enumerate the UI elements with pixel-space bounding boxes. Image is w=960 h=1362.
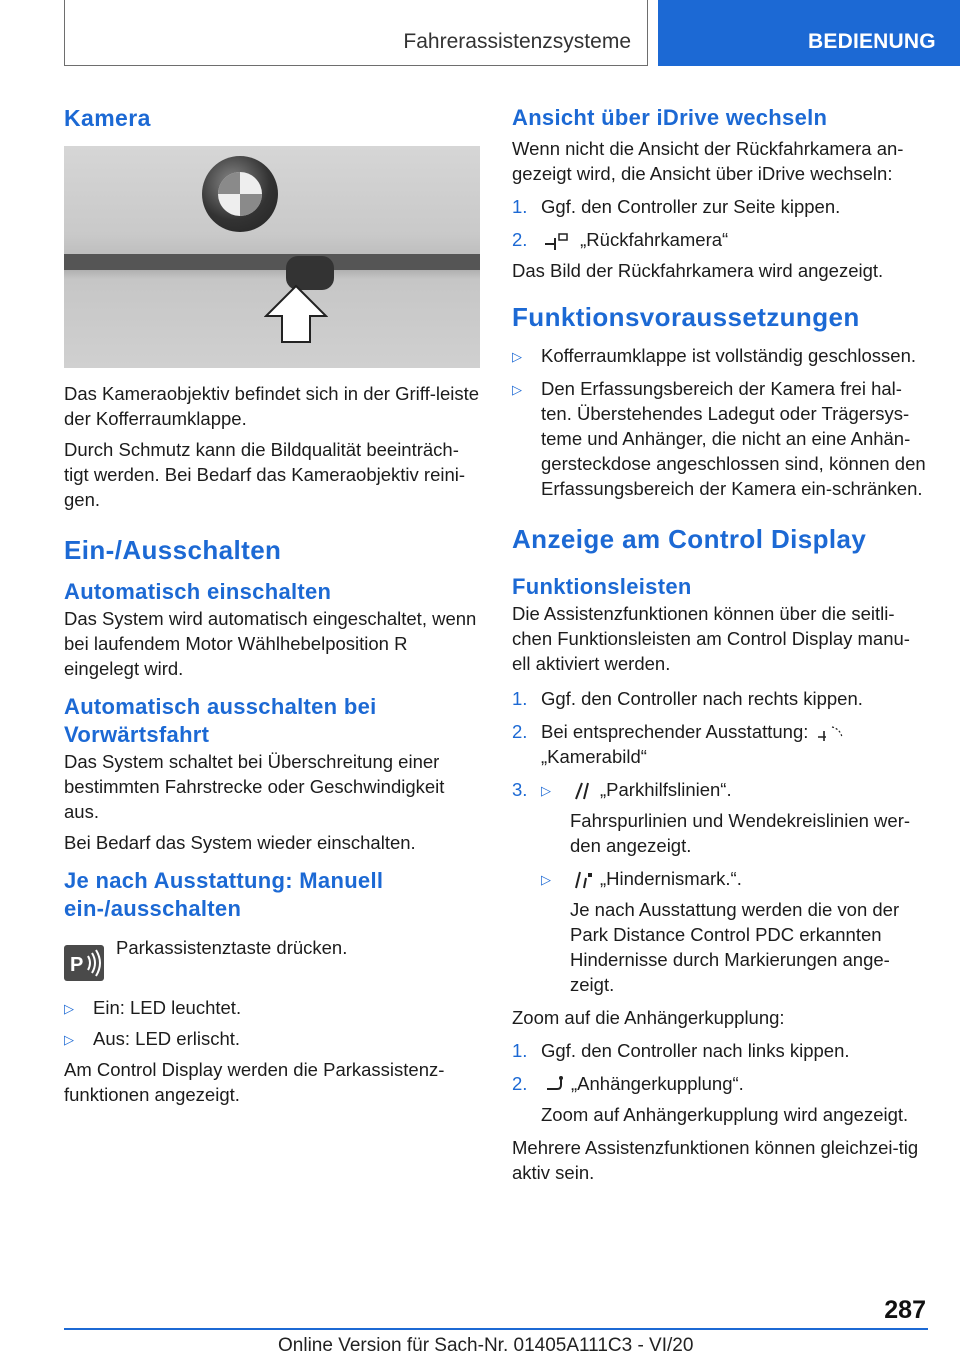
- zoom-note: Zoom auf Anhängerkupplung wird angezeigt.: [541, 1104, 909, 1125]
- manuell-heading: Je nach Ausstattung: Manuell ein-/ausschalten: [64, 868, 384, 921]
- kamera-paragraph-1: Das Kameraobjektiv befindet sich in der Griff-leiste der Kofferraumklappe.: [64, 383, 480, 429]
- funktionsvoraussetzungen-heading: Funktionsvoraussetzungen: [512, 302, 860, 332]
- list-item: 2. Bei entsprechender Ausstattung: „Kamerabild“: [512, 719, 928, 769]
- left-column: [64, 98, 480, 1107]
- final-paragraph: Mehrere Assistenzfunktionen können gleichzei-tig aktiv sein.: [512, 1137, 919, 1183]
- zoom-paragraph: Zoom auf die Anhängerkupplung:: [512, 1007, 785, 1028]
- list-item: ▷ Ein: LED leuchtet.: [64, 997, 242, 1018]
- svg-text:P: P: [70, 954, 84, 976]
- anzeige-heading: Anzeige am Control Display: [512, 524, 867, 554]
- right-column: [512, 98, 928, 1185]
- list-item: 3. ▷ „Parkhilfslinien“.: [512, 779, 732, 800]
- manuell-paragraph: Am Control Display werden die Parkassistenz-funktionen angezeigt.: [64, 1059, 445, 1105]
- header-section-title: Fahrerassistenzsysteme: [403, 30, 631, 53]
- ansicht-paragraph-2: Das Bild der Rückfahrkamera wird angezeigt.: [512, 260, 884, 281]
- hindernismark-note: Je nach Ausstattung werden die von der Park Distance Control PDC erkannten Hindernisse durch Markierungen ange-zeigt.: [570, 899, 900, 995]
- list-item: 2. „Rückfahrkamera“: [512, 229, 729, 250]
- list-item: ▷ Den Erfassungsbereich der Kamera frei hal-ten. Überstehendes Ladegut oder Trägersys-teme und Anhänger, die nicht an eine Anhän-gersteckdose angeschlossen sind, können den Erfassungsbereich der Kamera ein-schränken.: [512, 378, 926, 499]
- arrow-up-icon: [264, 284, 328, 344]
- camera-image-icon: [816, 723, 846, 743]
- parking-lines-icon: [572, 781, 594, 801]
- bmw-logo: [202, 156, 278, 232]
- park-button-text: Parkassistenztaste drücken.: [116, 937, 348, 958]
- list-item: ▷ Kofferraumklappe ist vollständig geschlossen.: [512, 345, 917, 366]
- trailer-hitch-icon: [543, 1075, 565, 1095]
- page-number: 287: [884, 1296, 926, 1324]
- ansicht-paragraph: Wenn nicht die Ansicht der Rückfahrkamera an-gezeigt wird, die Ansicht über iDrive wechseln:: [512, 138, 904, 184]
- funktionsleisten-heading: Funktionsleisten: [512, 574, 692, 599]
- header-section-box: [64, 0, 648, 66]
- rear-camera-photo: [64, 146, 480, 368]
- obstacle-marking-icon: [572, 870, 594, 890]
- auto-aus-paragraph-2: Bei Bedarf das System wieder einschalten.: [64, 832, 416, 853]
- ansicht-heading: Ansicht über iDrive wechseln: [512, 105, 828, 130]
- ein-aus-heading: Ein-/Ausschalten: [64, 535, 282, 565]
- park-assist-button-icon: [64, 945, 104, 981]
- auto-aus-paragraph-1: Das System schaltet bei Überschreitung einer bestimmten Fahrstrecke oder Geschwindigkeit aus.: [64, 751, 445, 822]
- list-item: ▷ „Hindernismark.“.: [541, 868, 742, 889]
- kamera-paragraph-2: Durch Schmutz kann die Bildqualität beeinträch-tigt werden. Bei Bedarf das Kameraobjektiv reini-gen.: [64, 439, 466, 510]
- header-tab[interactable]: [658, 0, 960, 66]
- header-tab-label: BEDIENUNG: [808, 30, 936, 53]
- list-item: ▷ Aus: LED erlischt.: [64, 1028, 241, 1049]
- park-button-row: [64, 933, 480, 993]
- rear-camera-icon: [543, 232, 569, 250]
- footer-divider: [64, 1328, 928, 1330]
- list-item: 1. Ggf. den Controller zur Seite kippen.: [512, 196, 841, 217]
- auto-ein-heading: Automatisch einschalten: [64, 579, 332, 604]
- auto-ein-paragraph: Das System wird automatisch eingeschaltet, wenn bei laufendem Motor Wählhebelposition R eingelegt wird.: [64, 608, 477, 679]
- list-item: 1. Ggf. den Controller nach links kippen.: [512, 1040, 850, 1061]
- auto-aus-heading: Automatisch ausschalten bei Vorwärtsfahrt: [64, 694, 377, 747]
- list-item: 1. Ggf. den Controller nach rechts kippen.: [512, 688, 863, 709]
- list-item: 2. „Anhängerkupplung“.: [512, 1073, 744, 1094]
- parkhilfslinien-note: Fahrspurlinien und Wendekreislinien wer-den angezeigt.: [570, 810, 911, 856]
- funktionsleisten-paragraph: Die Assistenzfunktionen können über die seitli-chen Funktionsleisten am Control Display manu-ell aktiviert werden.: [512, 603, 910, 674]
- kamera-heading: Kamera: [64, 105, 151, 131]
- footer-text: Online Version für Sach-Nr. 01405A111C3 - VI/20: [278, 1335, 694, 1356]
